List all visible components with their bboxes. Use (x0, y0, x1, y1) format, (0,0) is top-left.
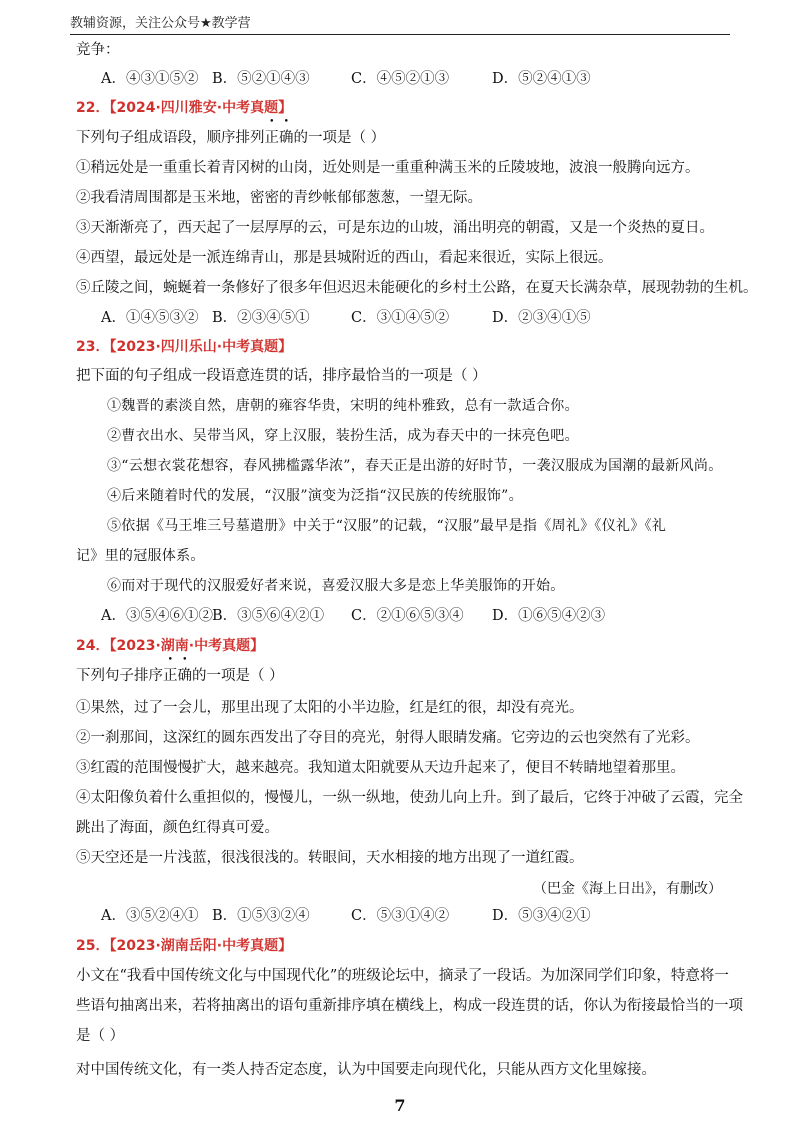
q23-sentence-1: ①魏晋的素淡自然，唐朝的雍容华贵，宋明的纯朴雅致，总有一款适合你。 (107, 398, 579, 414)
q24-option-a: A．③⑤②④① (101, 908, 199, 924)
q22-option-d: D．②③④①⑤ (492, 310, 591, 326)
q22-sentence-1: ①稍远处是一重重长着青冈树的山岗，近处则是一重重种满玉米的丘陵坡地，波浪一般腾向远方。 (76, 160, 700, 176)
q22-sentence-5: ⑤丘陵之间，蜿蜒着一条修好了很多年但迟迟未能硬化的乡村土公路，在夏天长满杂草，展现勃勃的生机。 (76, 280, 758, 296)
q24-option-b: B．①⑤③②④ (212, 908, 310, 924)
q24-option-d: D．⑤③④②① (492, 908, 591, 924)
q23-option-b: B．③⑤⑥④②① (212, 608, 325, 624)
page-number: 7 (394, 1096, 406, 1115)
q22-heading: 22．【2024·四川雅安·中考真题】 (76, 100, 293, 116)
q23-sentence-5-cont: 记》里的冠服体系。 (76, 548, 205, 564)
q24-stem: 下列句子排序正确的一项是（ ） (76, 668, 284, 684)
q25-line-4: 对中国传统文化，有一类人持否定态度，认为中国要走向现代化，只能从西方文化里嫁接。 (76, 1062, 656, 1078)
prev-option-d: D．⑤②④①③ (492, 71, 591, 87)
q23-sentence-6: ⑥而对于现代的汉服爱好者来说，喜爱汉服大多是恋上华美服饰的开始。 (107, 578, 565, 594)
q23-option-d: D．①⑥⑤④②③ (492, 608, 606, 624)
prev-option-a: A．④③①⑤② (101, 71, 199, 87)
q24-sentence-4: ④太阳像负着什么重担似的，慢慢儿，一纵一纵地，使劲儿向上升。到了最后，它终于冲破了云霞，完全 (76, 790, 743, 806)
q24-sentence-5: ⑤天空还是一片浅蓝，很浅很浅的。转眼间，天水相接的地方出现了一道红霞。 (76, 850, 584, 866)
q23-sentence-2: ②曹衣出水、吴带当风，穿上汉服，装扮生活，成为春天中的一抹亮色吧。 (107, 428, 579, 444)
prev-question-tail: 竞争： (76, 42, 120, 58)
q23-sentence-4: ④后来随着时代的发展，“汉服”演变为泛指“汉民族的传统服饰”。 (107, 488, 523, 504)
q24-heading: 24．【2023·湖南·中考真题】 (76, 638, 265, 654)
q24-sentence-3: ③红霞的范围慢慢扩大，越来越亮。我知道太阳就要从天边升起来了，便目不转睛地望着那里。 (76, 760, 685, 776)
q22-option-c: C．③①④⑤② (351, 310, 450, 326)
q22-option-b: B．②③④⑤① (212, 310, 310, 326)
q23-option-a: A．③⑤④⑥①② (101, 608, 213, 624)
q22-sentence-4: ④西望，最远处是一派连绵青山，那是县城附近的西山，看起来很近，实际上很远。 (76, 250, 613, 266)
q25-line-3: 是（ ） (76, 1028, 125, 1044)
q22-option-a: A．①④⑤③② (101, 310, 199, 326)
q25-heading: 25．【2023·湖南岳阳·中考真题】 (76, 938, 293, 954)
q23-option-c: C．②①⑥⑤③④ (351, 608, 464, 624)
prev-option-b: B．⑤②①④③ (212, 71, 310, 87)
q22-sentence-2: ②我看清周围都是玉米地，密密的青纱帐郁郁葱葱，一望无际。 (76, 190, 482, 206)
q24-option-c: C．⑤③①④② (351, 908, 450, 924)
q25-line-2: 些语句抽离出来，若将抽离出的语句重新排序填在横线上，构成一段连贯的话，你认为衔接最恰当的一项 (76, 998, 743, 1014)
q24-source: （巴金《海上日出》，有删改） (533, 881, 722, 897)
q22-sentence-3: ③天渐渐亮了，西天起了一层厚厚的云，可是东边的山坡，涌出明亮的朝霞，又是一个炎热的夏日。 (76, 220, 714, 236)
prev-option-c: C．④⑤②①③ (351, 71, 450, 87)
q25-line-1: 小文在“我看中国传统文化与中国现代化”的班级论坛中，摘录了一段话。为加深同学们印象，特意将一 (76, 968, 729, 984)
q23-heading: 23．【2023·四川乐山·中考真题】 (76, 339, 293, 355)
q23-sentence-5: ⑤依据《马王堆三号墓遣册》中关于“汉服”的记载，“汉服”最早是指《周礼》《仪礼》《礼 (107, 518, 667, 534)
q24-sentence-2: ②一刹那间，这深红的圆东西发出了夺目的亮光，射得人眼睛发痛。它旁边的云也突然有了光彩。 (76, 730, 700, 746)
q24-sentence-4-cont: 跳出了海面，颜色红得真可爱。 (76, 820, 279, 836)
q23-stem: 把下面的句子组成一段语意连贯的话，排序最恰当的一项是（ ） (76, 368, 487, 384)
q22-stem: 下列句子组成语段，顺序排列正确的一项是（ ） (76, 130, 386, 146)
q23-sentence-3: ③“云想衣裳花想容，春风拂槛露华浓”，春天正是出游的好时节，一袭汉服成为国潮的最新风尚。 (107, 458, 723, 474)
q24-sentence-1: ①果然，过了一会儿，那里出现了太阳的小半边脸，红是红的很，却没有亮光。 (76, 700, 584, 716)
header-rule (70, 34, 730, 35)
page-header: 教辅资源，关注公众号★教学营 (70, 16, 251, 31)
